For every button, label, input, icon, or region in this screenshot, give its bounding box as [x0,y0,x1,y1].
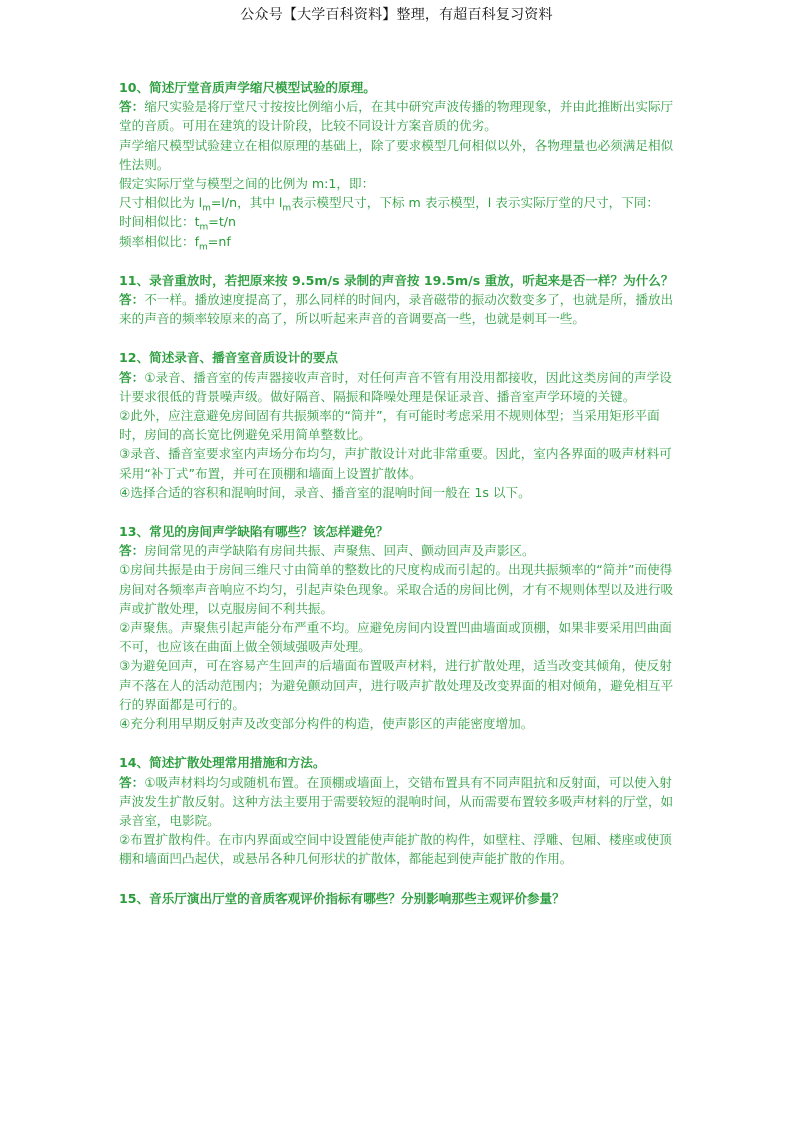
subscript: m [199,242,208,253]
answer-paragraph: ④选择合适的容积和混响时间，录音、播音室的混响时间一般在 1s 以下。 [119,484,531,500]
answer-paragraph: ②声聚焦。声聚焦引起声能分布严重不均。应避免房间内设置凹曲墙面或顶棚，如果非要采用凹曲面不可，也应该在曲面上做全领域强吸声处理。 [119,620,672,655]
section-10 [119,78,679,251]
question-title: 12、简述录音、播音室音质设计的要点 [119,350,339,366]
answer-paragraph [119,368,679,406]
text-run: =t/n [208,214,237,230]
text-run: 尺寸相似比为 l [119,195,203,211]
answer-paragraph [119,232,679,251]
section-15 [119,889,679,908]
subscript: m [282,203,292,214]
question-title: 15、音乐厅演出厅堂的音质客观评价指标有哪些？分别影响那些主观评价参量？ [119,890,565,906]
answer-label: 答： [119,99,145,115]
answer-paragraph [119,212,679,231]
subscript: m [199,222,209,233]
answer-text: 缩尺实验是将厅堂尺寸按按比例缩小后，在其中研究声波传播的物理现象，并由此推断出实际厅堂的音质。可用在建筑的设计阶段，比较不同设计方案音质的优劣。 [119,99,674,134]
text-run: =nf [207,233,231,249]
answer-text: ①录音、播音室的传声器接收声音时，对任何声音不管有用没用都接收，因此这类房间的声学设计要求很低的背景噪声级。做好隔音、隔振和降噪处理是保证录音、播音室声学环境的关键。 [119,369,672,404]
answer-paragraph: ③录音、播音室要求室内声场分布均匀，声扩散设计对此非常重要。因此，室内各界面的吸声材料可采用“补丁式”布置，并可在顶棚和墙面上设置扩散体。 [119,446,672,481]
question-title: 11、录音重放时，若把原来按 9.5m/s 录制的声音按 19.5m/s 重放，听起来是否一样？为什么？ [119,272,674,288]
document-body [119,78,679,928]
section-11 [119,271,679,329]
answer-paragraph: ②布置扩散构件。在市内界面或空间中设置能使声能扩散的构件，如壁柱、浮雕、包厢、楼座或使顶棚和墙面凹凸起伏，或悬吊各种几何形状的扩散体，都能起到使声能扩散的作用。 [119,832,672,867]
question-title: 14、简述扩散处理常用措施和方法。 [119,755,326,771]
answer-label: 答： [119,292,145,308]
question-title: 13、常见的房间声学缺陷有哪些？该怎样避免？ [119,524,389,540]
answer-text: 不一样。播放速度提高了，那么同样的时间内，录音磁带的振动次数变多了，也就是所，播放出来的声音的频率较原来的高了，所以听起来声音的音调要高一些，也就是刺耳一些。 [119,292,674,327]
answer-paragraph [119,193,679,212]
answer-paragraph: ④充分利用早期反射声及改变部分构件的构造，使声影区的声能密度增加。 [119,716,534,732]
text-run: 表示模型尺寸，下标 m 表示模型，l 表示实际厅堂的尺寸，下同： [291,195,660,211]
section-14 [119,753,679,868]
answer-paragraph [119,290,679,328]
answer-paragraph [119,773,679,831]
page-header: 公众号【大学百科资料】整理，有超百科复习资料 [240,7,553,23]
answer-text: ①吸声材料均匀或随机布置。在顶棚或墙面上，交错布置具有不同声阻抗和反射面，可以使入射声波发生扩散反射。这种方法主要用于需要较短的混响时间，从而需要布置较多吸声材料的厅堂，如录音室，电影院。 [119,774,674,828]
section-13 [119,522,679,733]
answer-label: 答： [119,774,145,790]
answer-paragraph: ①房间共振是由于房间三维尺寸由简单的整数比的尺度构成而引起的。出现共振频率的“简并”而使得房间对各频率声音响应不均匀，引起声染色现象。采取合适的房间比例，才有不规则体型以及进行吸声或扩散处理，以克服房间不利共振。 [119,562,674,616]
section-12 [119,348,679,502]
answer-paragraph: 假定实际厅堂与模型之间的比例为 m:1，即： [119,176,375,192]
answer-paragraph: 声学缩尺模型试验建立在相似原理的基础上，除了要求模型几何相似以外，各物理量也必须满足相似性法则。 [119,137,674,172]
question-title: 10、简述厅堂音质声学缩尺模型试验的原理。 [119,80,376,95]
answer-text: 房间常见的声学缺陷有房间共振、声聚焦、回声、颤动回声及声影区。 [144,543,535,559]
subscript: m [202,203,211,214]
answer-paragraph [119,97,679,135]
answer-label: 答： [119,369,145,385]
answer-label: 答： [119,543,145,559]
answer-paragraph: ②此外，应注意避免房间固有共振频率的“简并”，有可能时考虑采用不规则体型；当采用矩形平面时，房间的高长宽比例避免采用简单整数比。 [119,408,660,443]
answer-paragraph: ③为避免回声，可在容易产生回声的后墙面布置吸声材料，进行扩散处理，适当改变其倾角，使反射声不落在人的活动范围内；为避免颤动回声，进行吸声扩散处理及改变界面的相对倾角，避免相互平行的界面都是可行的。 [119,658,674,712]
text-run: 时间相似比：t [119,214,200,230]
text-run: 频率相似比：f [119,233,199,249]
answer-paragraph [119,541,679,560]
text-run: =l/n，其中 l [210,195,283,211]
